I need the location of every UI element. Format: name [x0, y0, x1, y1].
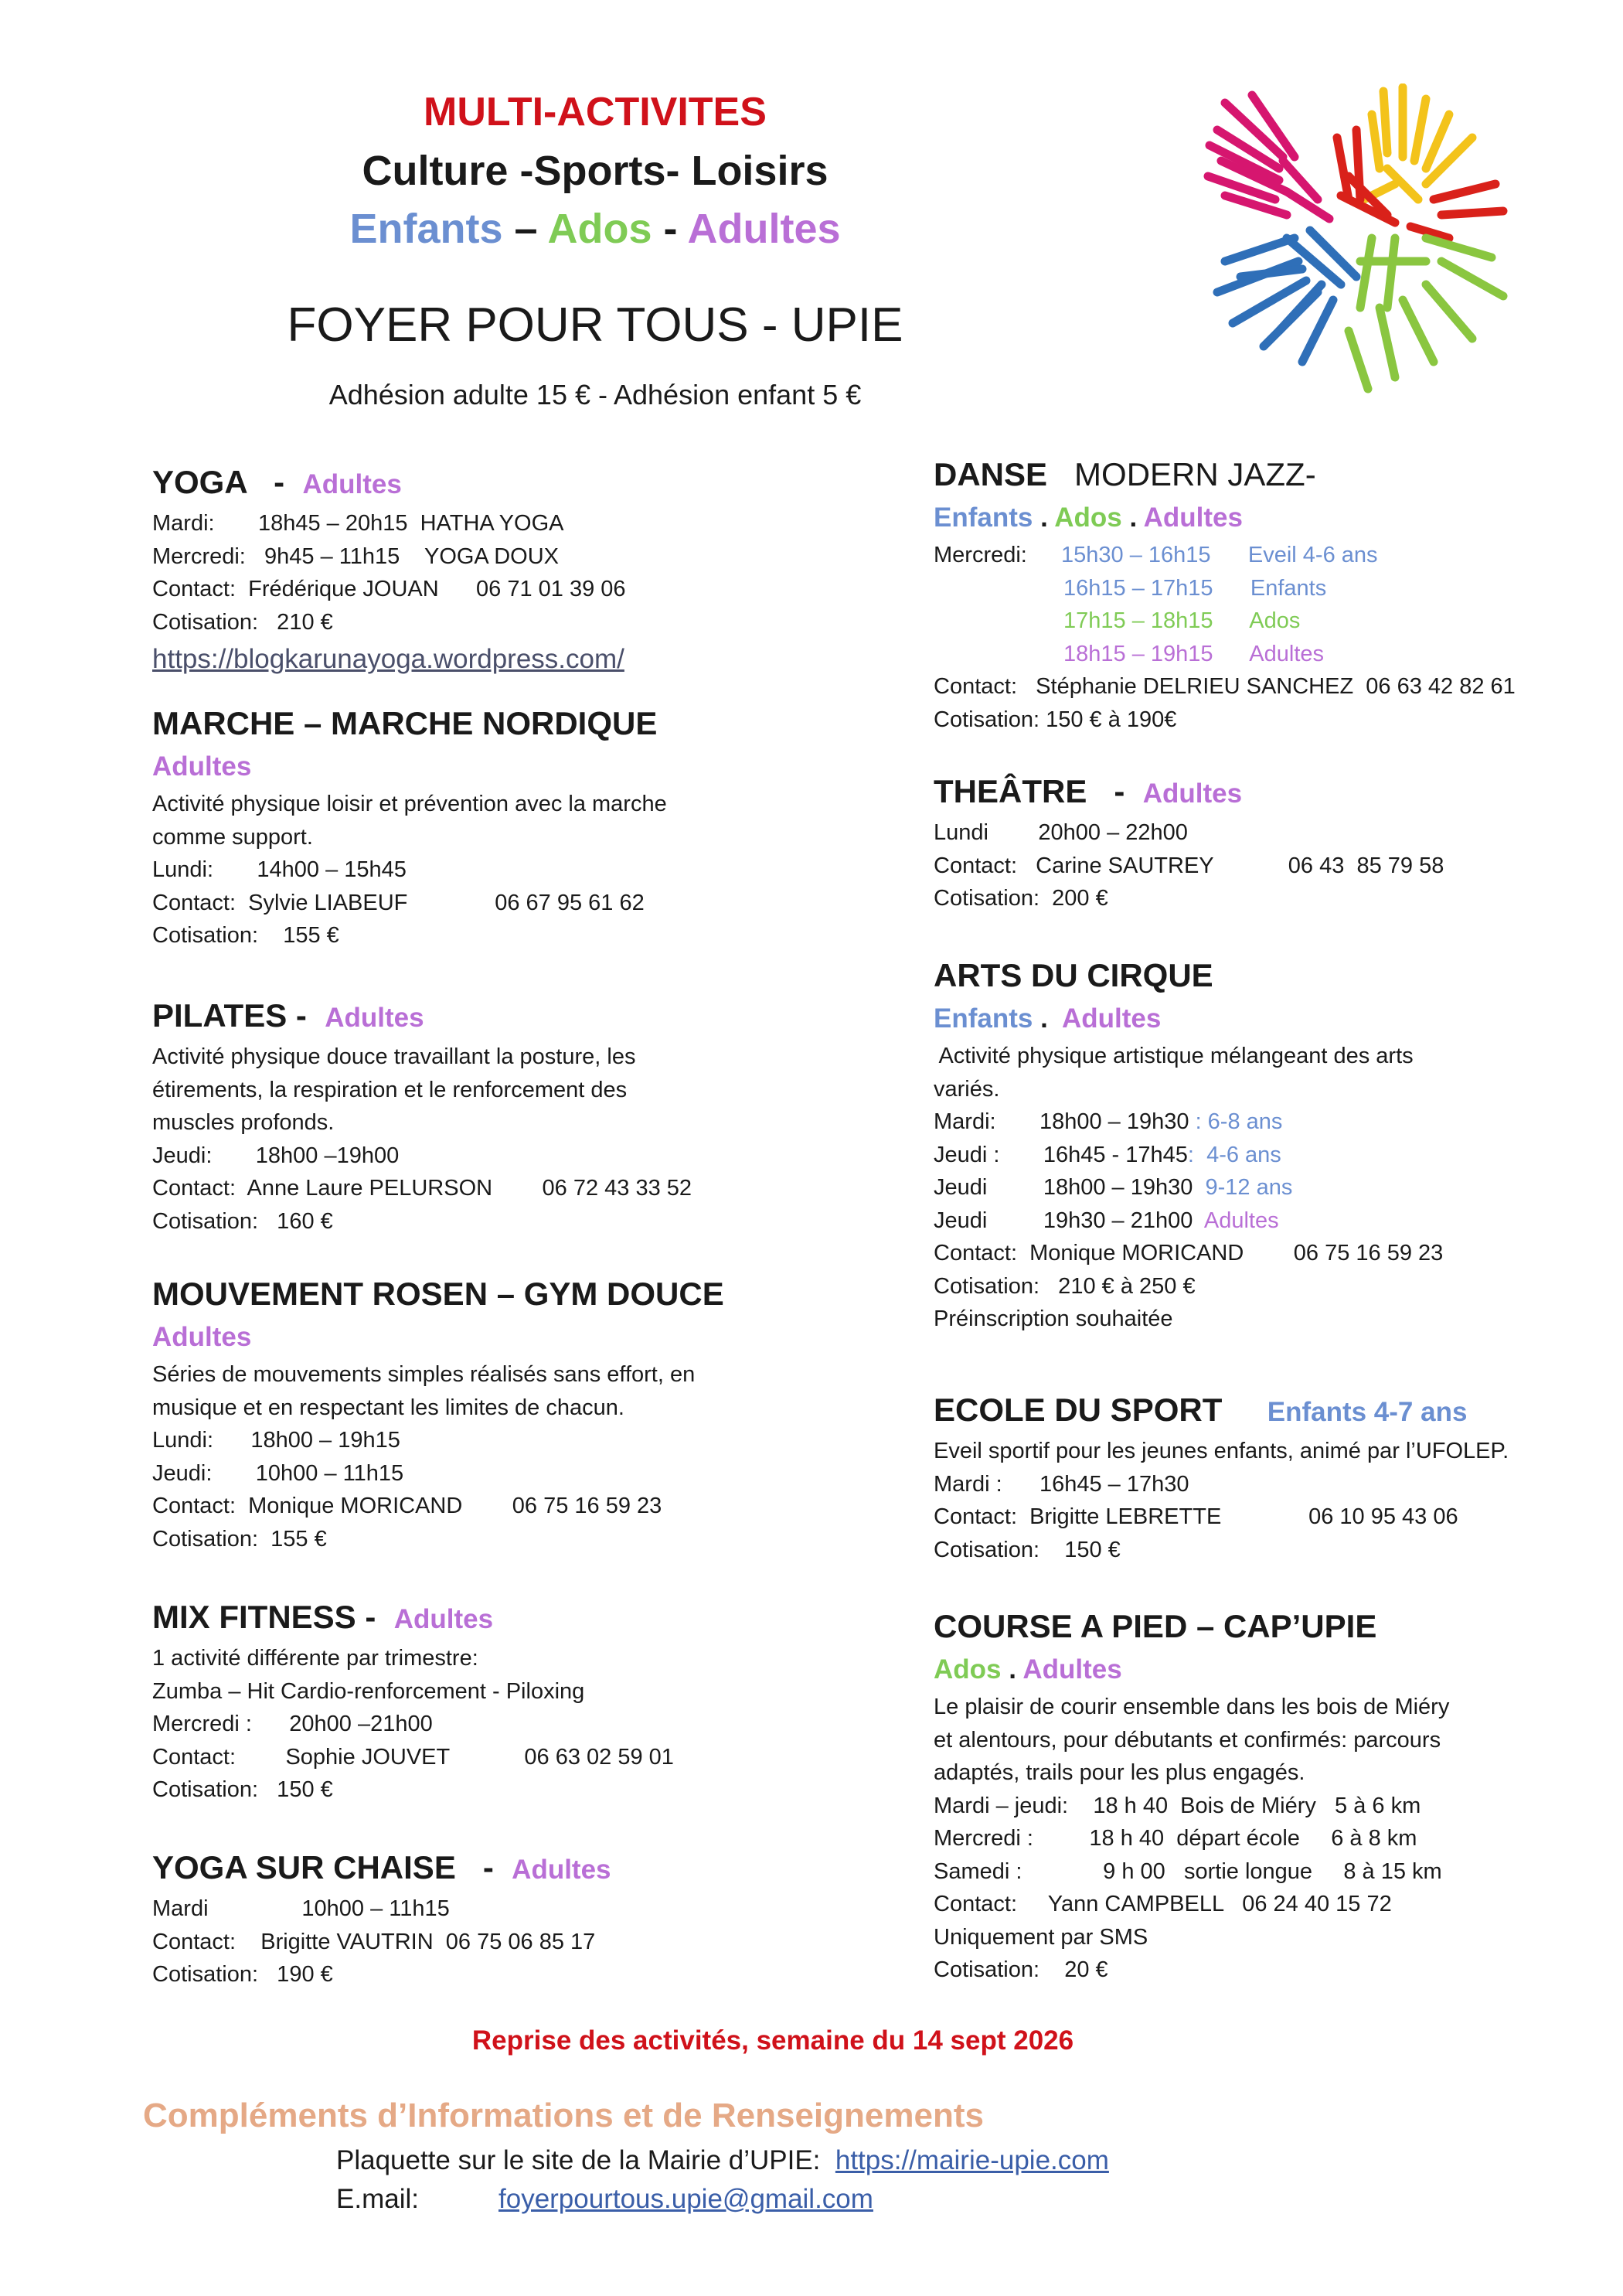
fee-line: Cotisation: 155 €: [152, 923, 339, 948]
audience-label: Adultes: [325, 1003, 424, 1033]
footer-title: Compléments d’Informations et de Renseignements: [143, 2097, 984, 2134]
audience-line: Enfants . Adultes: [934, 1003, 1162, 1034]
section-title: MARCHE – MARCHE NORDIQUE: [152, 705, 658, 741]
plaquette-line: [336, 2145, 1109, 2176]
section-title: YOGA SUR CHAISE - Adultes: [152, 1849, 611, 1886]
section-rosen: [152, 1272, 863, 1555]
contact-line: Contact: Sylvie LIABEUF 06 67 95 61 62: [152, 890, 645, 915]
schedule-line: Mardi 10h00 – 11h15: [152, 1896, 450, 1921]
schedule-line: 17h15 – 18h15 Ados: [1063, 608, 1301, 633]
schedule-line: 16h15 – 17h15 Enfants: [1063, 575, 1327, 601]
title: MULTI-ACTIVITES: [424, 90, 767, 135]
description-line: Séries de mouvements simples réalisés sans effort, en: [152, 1362, 696, 1387]
schedule-line: Jeudi: 18h00 –19h00: [152, 1143, 400, 1168]
section-title: THEÂTRE - Adultes: [934, 773, 1243, 809]
email-line: [336, 2184, 873, 2215]
audience-line: Ados . Adultes: [934, 1654, 1122, 1685]
email-link[interactable]: foyerpourtous.upie@gmail.com: [498, 2184, 873, 2214]
membership-fees: Adhésion adulte 15 € - Adhésion enfant 5 €: [328, 379, 862, 410]
description-line: et alentours, pour débutants et confirmés: parcours: [934, 1727, 1441, 1753]
contact-line: Contact: Carine SAUTREY 06 43 85 79 58: [934, 853, 1444, 878]
audience-label: Adultes: [393, 1604, 494, 1634]
schedule-line: Jeudi 19h30 – 21h00 Adultes: [934, 1208, 1279, 1233]
colorful-hands-icon: [1194, 83, 1526, 400]
description-line: Le plaisir de courir ensemble dans les bois de Miéry: [934, 1695, 1450, 1719]
contact-line: Contact: Brigitte VAUTRIN 06 75 06 85 17: [152, 1929, 596, 1954]
audience-adults: Adultes: [687, 206, 841, 252]
section-cirque: [934, 953, 1598, 1336]
schedule-line: Mercredi: 9h45 – 11h15 YOGA DOUX: [152, 543, 560, 569]
schedule-line: Mardi – jeudi: 18 h 40 Bois de Miéry 5 à 6 km: [934, 1793, 1421, 1818]
description-line: variés.: [934, 1076, 1000, 1102]
description-line: 1 activité différente par trimestre:: [152, 1646, 478, 1671]
fee-line: Cotisation: 150 €: [152, 1777, 333, 1802]
schedule-line: Jeudi 18h00 – 19h30 9-12 ans: [934, 1175, 1293, 1200]
audience-separator: -: [652, 206, 688, 252]
restart-notice: Reprise des activités, semaine du 14 sept 2026: [471, 2025, 1074, 2056]
section-theatre: [934, 769, 1598, 915]
section-yoga-chaise: [152, 1845, 863, 1991]
audience-teens: Ados: [547, 206, 652, 252]
section-pilates: [152, 993, 863, 1238]
contact-line: Contact: Brigitte LEBRETTE 06 10 95 43 06: [934, 1504, 1458, 1529]
section-yoga: [152, 460, 863, 680]
section-title: ARTS DU CIRQUE: [934, 957, 1213, 993]
schedule-line: Mercredi : 20h00 –21h00: [152, 1712, 433, 1736]
contact-line: Contact: Sophie JOUVET 06 63 02 59 01: [152, 1744, 674, 1770]
description-line: musique et en respectant les limites de chacun.: [152, 1395, 624, 1420]
schedule-line: Mercredi : 18 h 40 départ école 6 à 8 km: [934, 1826, 1417, 1851]
contact-line: Contact: Frédérique JOUAN 06 71 01 39 06: [152, 577, 626, 601]
section-title: COURSE A PIED – CAP’UPIE: [934, 1608, 1377, 1644]
fee-line: Cotisation: 150 € à 190€: [934, 707, 1177, 732]
fee-line: Cotisation: 20 €: [934, 1957, 1108, 1982]
note-line: Préinscription souhaitée: [934, 1306, 1173, 1331]
fee-line: Cotisation: 160 €: [152, 1208, 333, 1234]
audience-line: Enfants . Ados . Adultes: [934, 502, 1243, 533]
schedule-line: Mardi : 16h45 – 17h30: [934, 1471, 1189, 1497]
fee-line: Cotisation: 200 €: [934, 886, 1108, 911]
schedule-line: Mardi: 18h45 – 20h15 HATHA YOGA: [152, 511, 564, 536]
contact-line: Contact: Monique MORICAND 06 75 16 59 23: [152, 1494, 662, 1518]
description-line: étirements, la respiration et le renforcement des: [152, 1077, 628, 1102]
schedule-line: Mercredi: 15h30 – 16h15 Eveil 4-6 ans: [934, 543, 1378, 567]
schedule-line: Jeudi: 10h00 – 11h15: [152, 1460, 404, 1486]
email-label: E.mail:: [336, 2184, 419, 2214]
schedule-line: Lundi 20h00 – 22h00: [934, 820, 1188, 845]
contact-line: Contact: Stéphanie DELRIEU SANCHEZ 06 63 42 82 61: [934, 674, 1516, 699]
schedule-line: Lundi: 14h00 – 15h45: [152, 857, 407, 882]
section-title: DANSE MODERN JAZZ-: [934, 456, 1316, 492]
description-line: comme support.: [152, 824, 313, 850]
fee-line: Cotisation: 210 €: [152, 609, 333, 635]
audience-label: Adultes: [302, 469, 402, 499]
schedule-line: Mardi: 18h00 – 19h30 : 6-8 ans: [934, 1109, 1283, 1134]
description-line: muscles profonds.: [152, 1110, 335, 1135]
description-line: Eveil sportif pour les jeunes enfants, animé par l’UFOLEP.: [934, 1439, 1509, 1463]
audience-label: Adultes: [1142, 778, 1243, 809]
fee-line: Cotisation: 190 €: [152, 1962, 333, 1987]
plaquette-label: Plaquette sur le site de la Mairie d’UPIE:: [336, 2145, 835, 2175]
section-marche: [152, 701, 863, 952]
section-course: [934, 1604, 1598, 1987]
section-title: MOUVEMENT ROSEN – GYM DOUCE: [152, 1276, 724, 1312]
audience-children: Enfants: [349, 206, 503, 252]
schedule-line: 18h15 – 19h15 Adultes: [1063, 641, 1325, 666]
description-line: Zumba – Hit Cardio-renforcement - Piloxing: [152, 1678, 585, 1704]
description-line: Activité physique loisir et prévention avec la marche: [152, 792, 667, 816]
audience-label: Adultes: [152, 751, 252, 782]
subtitle: Culture -Sports- Loisirs: [362, 148, 829, 194]
contact-line: Contact: Yann CAMPBELL 06 24 40 15 72: [934, 1892, 1392, 1916]
audience-label: Adultes: [152, 1322, 252, 1352]
section-title: MIX FITNESS - Adultes: [152, 1599, 494, 1635]
fee-line: Cotisation: 155 €: [152, 1526, 327, 1552]
audience-label: Adultes: [512, 1855, 611, 1885]
description-line: Activité physique douce travaillant la posture, les: [152, 1044, 636, 1069]
contact-line: Contact: Anne Laure PELURSON 06 72 43 33 52: [152, 1176, 692, 1201]
schedule-line: Lundi: 18h00 – 19h15: [152, 1428, 400, 1453]
schedule-line: Samedi : 9 h 00 sortie longue 8 à 15 km: [934, 1858, 1442, 1884]
section-title: YOGA - Adultes: [152, 464, 402, 500]
section-danse: [934, 452, 1598, 736]
section-title: PILATES - Adultes: [152, 997, 424, 1034]
fee-line: Cotisation: 210 € à 250 €: [934, 1273, 1196, 1299]
note-line: Uniquement par SMS: [934, 1924, 1148, 1950]
mairie-website-link[interactable]: https://mairie-upie.com: [835, 2145, 1109, 2175]
section-mix-fitness: [152, 1595, 863, 1807]
organisation-name: FOYER POUR TOUS - UPIE: [287, 298, 903, 352]
description-line: adaptés, trails pour les plus engagés.: [934, 1760, 1305, 1785]
audience-separator: –: [502, 206, 548, 252]
audience-line: [193, 205, 997, 253]
section-title: ECOLE DU SPORT Enfants 4-7 ans: [934, 1392, 1468, 1428]
audience-label: Enfants 4-7 ans: [1267, 1397, 1468, 1427]
section-ecole-sport: [934, 1388, 1598, 1566]
yoga-website-link[interactable]: https://blogkarunayoga.wordpress.com/: [152, 644, 624, 674]
schedule-line: Jeudi : 16h45 - 17h45: 4-6 ans: [934, 1142, 1281, 1167]
contact-line: Contact: Monique MORICAND 06 75 16 59 23: [934, 1241, 1444, 1266]
description-line: Activité physique artistique mélangeant des arts: [934, 1044, 1414, 1068]
fee-line: Cotisation: 150 €: [934, 1537, 1121, 1562]
